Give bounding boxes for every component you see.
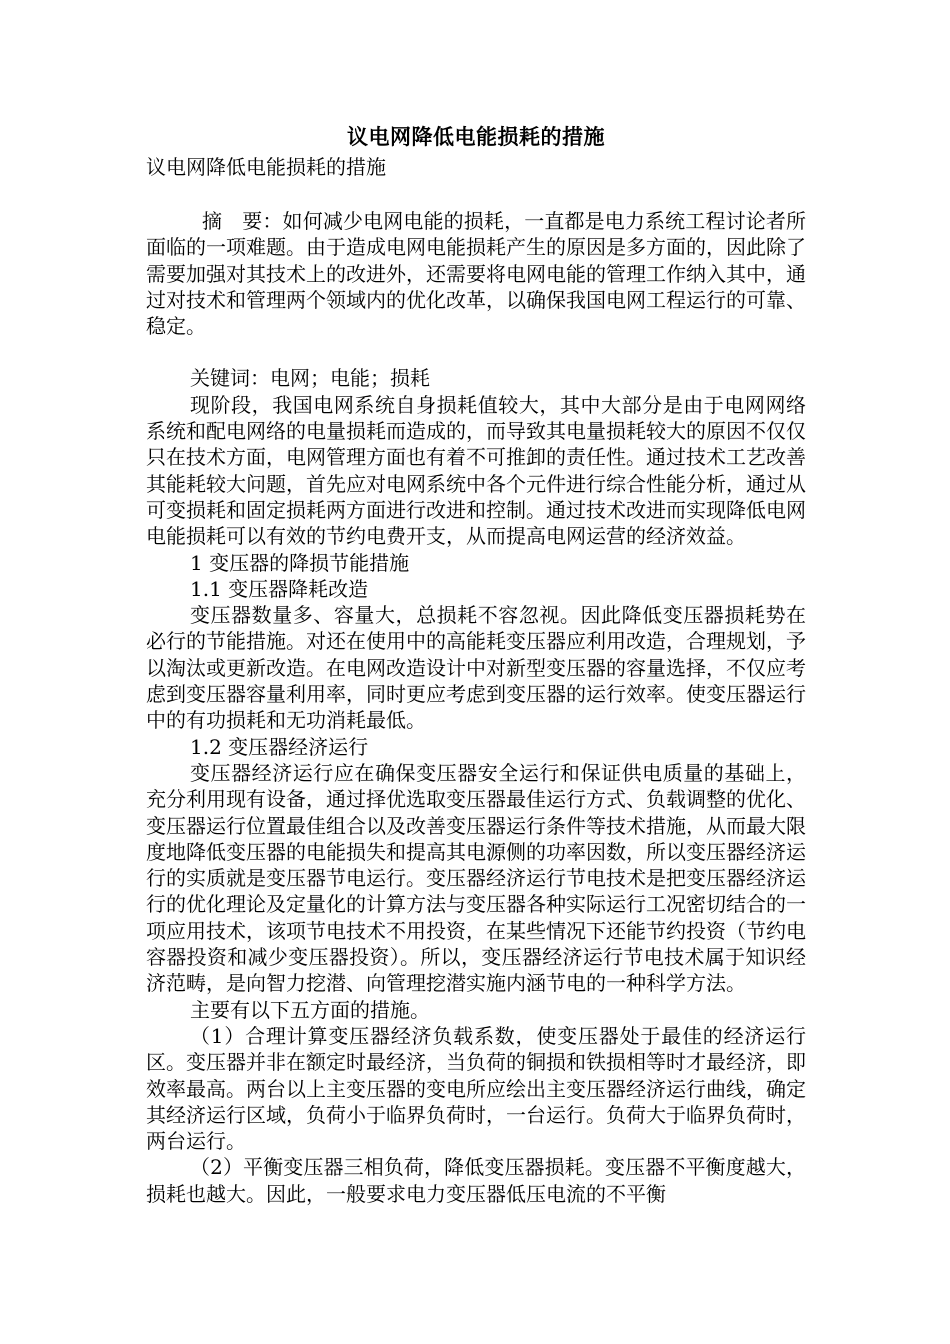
document-subtitle: 议电网降低电能损耗的措施 — [146, 155, 386, 179]
section-1-2-paragraph: 变压器经济运行应在确保变压器安全运行和保证供电质量的基础上，充分利用现有设备，通过择优选取变压器最佳运行方式、负载调整的优化、变压器运行位置最佳组合以及改善变压器运行条件等技术措施，从而最大限度地降低变压器的电能损失和提高其电源侧的功率因数，所以变压器经济运行的实质就是变压器节电运行。变压器经济运行节电技术是把变压器经济运行的优化理论及定量化的计算方法与变压器各种实际运行工况密切结合的一项应用技术，该项节电技术不用投资，在某些情况下还能节约投资（节约电容器投资和减少变压器投资）。所以，变压器经济运行节电技术属于知识经济范畴，是向智力挖潜、向管理挖潜实施内涵节电的一种科学方法。 — [146, 760, 806, 996]
document-title: 议电网降低电能损耗的措施 — [347, 124, 605, 149]
measure-1-paragraph: （1）合理计算变压器经济负载系数，使变压器处于最佳的经济运行区。变压器并非在额定时最经济，当负荷的铜损和铁损相等时才最经济，即效率最高。两台以上主变压器的变电所应绘出主变压器经济运行曲线，确定其经济运行区域，负荷小于临界负荷时，一台运行。负荷大于临界负荷时，两台运行。 — [146, 1023, 806, 1154]
section-heading-1-1: 1.1 变压器降耗改造 — [190, 576, 369, 601]
intro-paragraph: 现阶段，我国电网系统自身损耗值较大，其中大部分是由于电网网络系统和配电网络的电量损耗而造成的，而导致其电量损耗较大的原因不仅仅只在技术方面，电网管理方面也有着不可推卸的责任性。通过技术工艺改善其能耗较大问题，首先应对电网系统中各个元件进行综合性能分析，通过从可变损耗和固定损耗两方面进行改进和控制。通过技术改进而实现降低电网电能损耗可以有效的节约电费开支，从而提高电网运营的经济效益。 — [146, 392, 806, 549]
keywords-line: 关键词：电网；电能；损耗 — [190, 366, 430, 391]
measure-2-paragraph: （2）平衡变压器三相负荷，降低变压器损耗。变压器不平衡度越大，损耗也越大。因此，一般要求电力变压器低压电流的不平衡 — [146, 1155, 806, 1206]
abstract-paragraph: 摘 要：如何减少电网电能的损耗，一直都是电力系统工程讨论者所面临的一项难题。由于造成电网电能损耗产生的原因是多方面的，因此除了需要加强对其技术上的改进外，还需要将电网电能的管理工作纳入其中，通过对技术和管理两个领域内的优化改革，以确保我国电网工程运行的可靠、稳定。 — [146, 209, 806, 339]
section-heading-1-2: 1.2 变压器经济运行 — [190, 734, 369, 759]
section-heading-1: 1 变压器的降损节能措施 — [190, 550, 410, 575]
document-page — [146, 122, 806, 1207]
spacer — [146, 339, 806, 365]
section-1-1-paragraph: 变压器数量多、容量大，总损耗不容忽视。因此降低变压器损耗势在必行的节能措施。对还在使用中的高能耗变压器应利用改造，合理规划，予以淘汰或更新改造。在电网改造设计中对新型变压器的容量选择，不仅应考虑到变压器容量利用率，同时更应考虑到变压器的运行效率。使变压器运行中的有功损耗和无功消耗最低。 — [146, 603, 806, 733]
spacer — [146, 182, 806, 208]
measures-intro: 主要有以下五方面的措施。 — [190, 997, 430, 1022]
